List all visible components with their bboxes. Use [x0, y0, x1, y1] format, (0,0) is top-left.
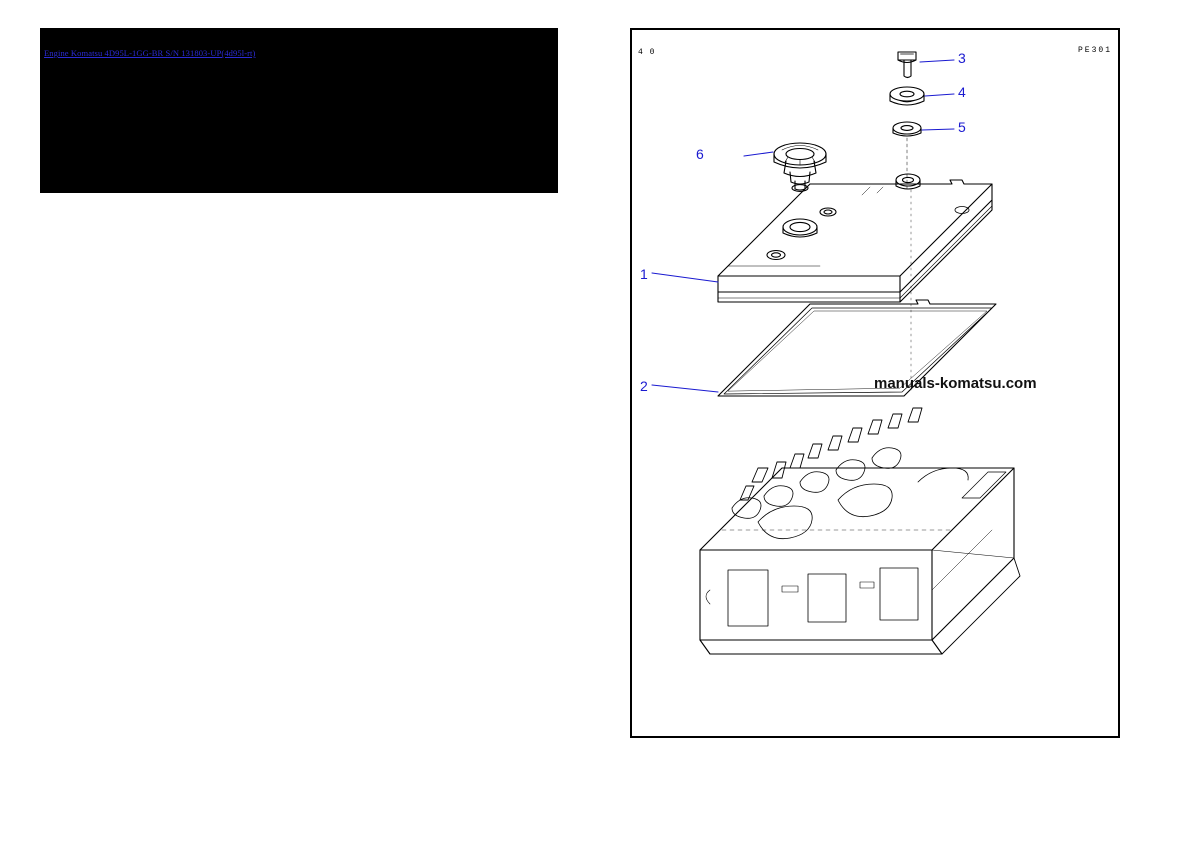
callout-2: 2	[640, 378, 648, 394]
callout-5: 5	[958, 119, 966, 135]
watermark-text: manuals-komatsu.com	[874, 375, 1037, 392]
parts-diagram-page	[630, 28, 1120, 738]
left-black-panel	[40, 28, 558, 193]
callout-1: 1	[640, 266, 648, 282]
cylinder-head-cover-part	[718, 174, 992, 302]
callout-6: 6	[696, 146, 704, 162]
document-title-link[interactable]: Engine Komatsu 4D95L-1GG-BR S/N 131803-UP(4d95l-rt)	[44, 48, 256, 58]
bolt-part	[898, 52, 916, 78]
seal-washer-part	[893, 122, 921, 136]
page-right-margin	[1118, 28, 1120, 738]
callout-4: 4	[958, 84, 966, 100]
washer-part	[890, 87, 924, 105]
page-header-left: 4 0	[638, 48, 656, 57]
callout-3: 3	[958, 50, 966, 66]
cylinder-head-part	[700, 408, 1020, 654]
page-header-right: PE301	[1077, 46, 1112, 55]
